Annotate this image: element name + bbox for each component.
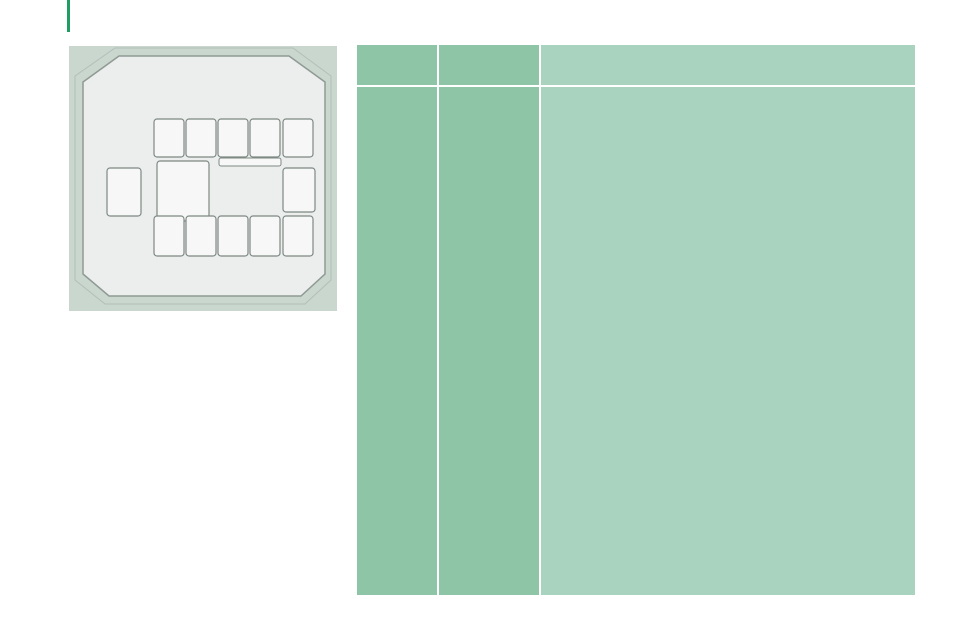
relay (250, 216, 280, 256)
column-separator (539, 45, 541, 595)
relay (186, 119, 216, 157)
relay (283, 119, 313, 157)
fusebox-diagram (69, 46, 337, 311)
relay (186, 216, 216, 256)
accent-bar (67, 0, 70, 32)
relay (107, 168, 141, 216)
relay (283, 216, 313, 256)
column-circuit-bg (541, 45, 915, 595)
header-fuse (357, 45, 437, 85)
relay (154, 216, 184, 256)
column-separator (437, 45, 439, 595)
fuse-table (357, 45, 915, 595)
relay (218, 216, 248, 256)
relay (218, 119, 248, 157)
relay-large (157, 161, 209, 221)
column-amp-bg (439, 45, 539, 595)
header-circuit (541, 45, 915, 85)
fuse-slot-bar (219, 158, 281, 166)
fusebox-illustration (69, 46, 337, 311)
relay (283, 168, 315, 212)
header-amp (439, 45, 539, 85)
relay (250, 119, 280, 157)
relay (154, 119, 184, 157)
table-header (357, 45, 915, 87)
column-fuse-bg (357, 45, 437, 595)
